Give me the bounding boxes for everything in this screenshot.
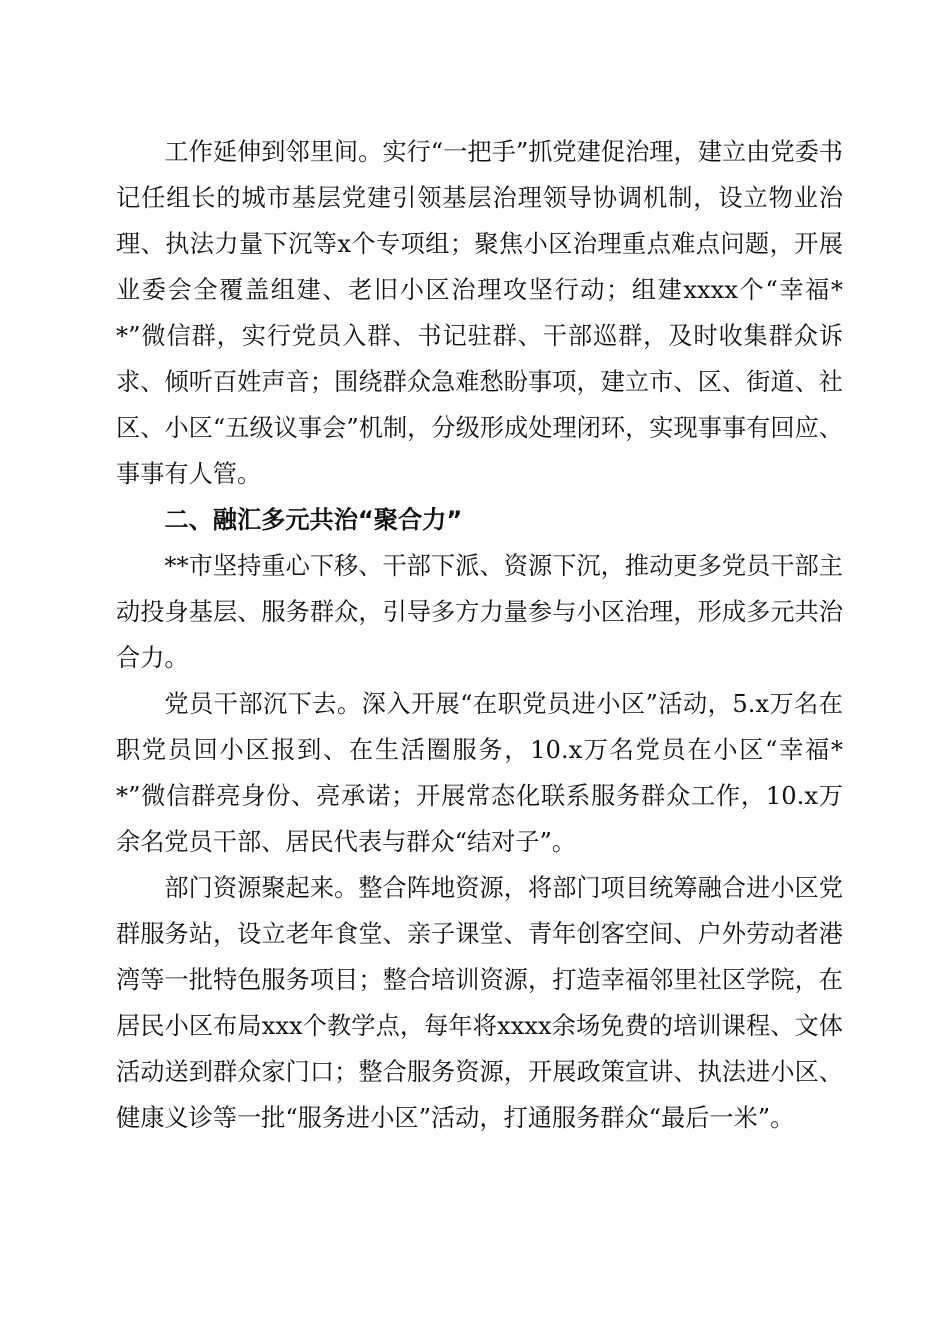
body-paragraph: 部门资源聚起来。整合阵地资源，将部门项目统筹融合进小区党群服务站，设立老年食堂、亲子课堂、青年创客空间、户外劳动者港湾等一批特色服务项目；整合培训资源，打造幸福邻里社区学院，在居民小区布局xxx个教学点，每年将xxxx余场免费的培训课程、文体活动送到群众家门口；整合服务资源，开展政策宣讲、执法进小区、健康义诊等一批“服务进小区”活动，打通服务群众“最后一米”。 (116, 874, 843, 1132)
section-heading: 二、融汇多元共治“聚合力” (164, 506, 463, 534)
body-paragraph: 工作延伸到邻里间。实行“一把手”抓党建促治理，建立由党委书记任组长的城市基层党建引领基层治理领导协调机制，设立物业治理、执法力量下沉等x个专项组；聚焦小区治理重点难点问题，开展业委会全覆盖组建、老旧小区治理攻坚行动；组建xxxx个“幸福**”微信群，实行党员入群、书记驻群、干部巡群，及时收集群众诉求、倾听百姓声音；围绕群众急难愁盼事项，建立市、区、街道、社区、小区“五级议事会”机制，分级形成处理闭环，实现事事有回应、事事有人管。 (116, 138, 843, 488)
body-paragraph: **市坚持重心下移、干部下派、资源下沉，推动更多党员干部主动投身基层、服务群众，引导多方力量参与小区治理，形成多元共治合力。 (116, 552, 843, 672)
document-page (116, 129, 843, 1141)
body-paragraph: 党员干部沉下去。深入开展“在职党员进小区”活动，5.x万名在职党员回小区报到、在生活圈服务，10.x万名党员在小区“幸福**”微信群亮身份、亮承诺；开展常态化联系服务群众工作，10.x万余名党员干部、居民代表与群众“结对子”。 (116, 690, 843, 856)
